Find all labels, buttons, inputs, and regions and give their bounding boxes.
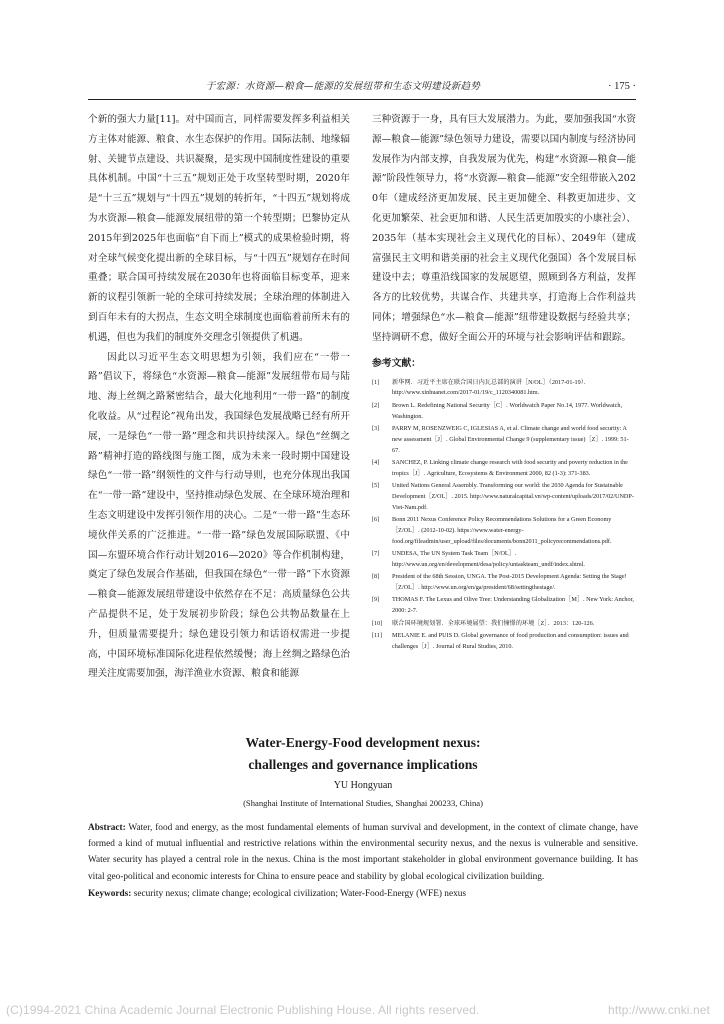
reference-number: [5]: [372, 482, 380, 490]
reference-text: SANCHEZ, P. Linking climate change research with food security and poverty reduction in the tropics［J］. Agriculture, Ecosystems & Environment 2000, 82 (1-3): 371-383.: [392, 458, 628, 477]
reference-item: [372, 631, 636, 653]
reference-number: [10]: [372, 619, 383, 627]
english-abstract: [88, 820, 638, 885]
body-paragraph: 三种资源于一身，具有巨大发展潜力。为此，要加强我国“水资源—粮食—能源”绿色领导力建设，需要以国内制度与经济协同发展作为内部支撑，自我发展为优先，构建“水资源—粮食—能源”阶段性领导力，将“水资源—粮食—能源”安全纽带嵌入2020年（建成经济更加发展、民主更加健全、科教更加进步、文化更加繁荣、社会更加和谐、人民生活更加殷实的小康社会）、2035年（基本实现社会主义现代化的目标）、2049年（建成富强民主文明和谐美丽的社会主义现代化强国）各个发展目标建设中去；尊重沿线国家的发展愿望，照顾到各方利益，发挥各方的比较优势，共谋合作、共建共享，打造海上合作利益共同体；增强绿色“水—粮食—能源”纽带建设数据与经验共享；坚持调研不怠，做好全面公开的环境与社会影响评估和跟踪。: [372, 114, 636, 343]
reference-text: Bonn 2011 Nexus Conference Policy Recommendations Solutions for a Green Economy［Z/OL］. (2012-10-02). https://www.water-energy-food.org/fileadmin/user_upload/files/documents/bonn2011_policyrecommendations.pdf.: [392, 516, 612, 545]
reference-item: [372, 572, 636, 594]
english-keywords: [88, 886, 638, 902]
reference-item: [372, 424, 636, 456]
reference-item: [372, 458, 636, 480]
reference-number: [8]: [372, 573, 380, 581]
page-number: · 175 ·: [608, 81, 636, 92]
reference-text: President of the 68th Session, UNGA. The Post-2015 Development Agenda: Setting the Stage!［Z/OL］. http://www.un.org/en/ga/president/68/settingthestage/.: [392, 573, 627, 592]
english-affiliation: (Shanghai Institute of International Studies, Shanghai 200233, China): [243, 798, 483, 808]
reference-item: [372, 401, 636, 423]
reference-number: [9]: [372, 596, 380, 604]
reference-text: THOMAS F. The Lexus and Olive Tree: Understanding Globalization［M］. New York: Anchor, 2000: 2-7.: [392, 596, 634, 615]
reference-text: United Nations General Assembly. Transforming our world: the 2030 Agenda for Sustainable Development［Z/OL］. 2015. http://www.naturalcapital.vn/wp-content/uploads/2017/02/UNDP-Viet-Nam.pdf.: [392, 482, 634, 511]
english-author: YU Hongyuan: [333, 780, 393, 791]
reference-item: [372, 549, 636, 571]
copyright-text: (C)1994-2021 China Academic Journal Electronic Publishing House. All rights reserved.: [6, 1003, 480, 1017]
reference-text: PARRY M, ROSENZWEIG C, IGLESIAS A, et al. Climate change and world food security: A new assessment［J］. Global Environmental Change 9 (supplementary issue)［Z］. 1999: 51-67.: [392, 424, 629, 454]
reference-item: [372, 378, 636, 400]
english-title-line-2: challenges and governance implications: [248, 757, 478, 772]
abstract-label: Abstract:: [88, 823, 126, 833]
reference-item: [372, 595, 636, 617]
reference-item: [372, 515, 636, 547]
reference-item: [372, 481, 636, 513]
abstract-text: Water, food and energy, as the most fundamental elements of human survival and development, in the context of climate change, have formed a kind of mutual influential and restrictive relations within the environmental security nexus, and the nexus is vulnerable and sensitive. Water security has played a central role in the nexus. China is the most important stakeholder in global environment governance building. It has vital geo-political and economic interests for China to ensure peace and stability by global ecological civilization building.: [88, 823, 638, 882]
reference-number: [11]: [372, 632, 383, 640]
reference-list: [372, 378, 636, 653]
reference-text: MELANIE E. and PUIS D. Global governance of food production and consumption: issues and challenges［J］. Journal of Rural Studies, 2010.: [392, 632, 629, 650]
reference-number: [4]: [372, 458, 380, 466]
reference-number: [3]: [372, 424, 380, 432]
reference-number: [6]: [372, 516, 380, 524]
reference-text: 联合国环境规划署．全球环境展望：我们憧憬的环境［Z］．2013：120-126.: [392, 619, 595, 627]
reference-number: [1]: [372, 378, 380, 386]
reference-text: 新华网．习近平主席在联合国日内瓦总部的演讲［N/OL］（2017-01-19）．http://www.xinhuanet.com/2017-01/19/c_1120340081.htm.: [392, 378, 590, 397]
right-column: [372, 110, 636, 654]
reference-number: [7]: [372, 550, 380, 558]
keywords-label: Keywords:: [88, 888, 132, 899]
reference-text: UNDESA, The UN System Task Team［N/OL］. http://www.un.org/en/development/desa/policy/untaskteam_undf/index.shtml.: [392, 550, 585, 568]
running-header: [88, 79, 636, 100]
body-paragraph: 个新的强大力量[11]。对中国而言，同样需要发挥多利益相关方主体对能源、粮食、水生态保护的作用。国际法制、地缘辐射、关键节点建设、共识凝聚，是实现中国制度性建设的重要具体机制。中国“十三五”规划正处于攻坚转型时期，2020年是“十三五”规划与“十四五”规划的转折年，“十四五”规划将成为水资源—粮食—能源发展纽带的第一个转型期；巴黎协定从2015年到2025年也面临“自下而上”模式的成果检验时期，将对全球气候变化提出新的全球目标，与“十四五”规划存在时间重叠；联合国可持续发展在2030年也将面临目标变革，迎来新的议程引领新一轮的全球可持续发展；全球治理的体制进入到百年未有的大拐点，生态文明全球制度也面临着前所未有的机遇，但也为我们的制度外交理念引领提供了机遇。: [88, 114, 350, 343]
english-title-line-1: Water-Energy-Food development nexus:: [245, 735, 481, 750]
english-abstract-block: [88, 732, 638, 902]
left-column: [88, 110, 350, 684]
reference-item: [372, 619, 636, 630]
reference-text: Brown L. Redefining National Security［C］. Worldwatch Paper No.14, 1977. Worldwatch, Washington.: [392, 401, 623, 420]
keywords-text: security nexus; climate change; ecological civilization; Water-Food-Energy (WFE) nexus: [131, 888, 466, 899]
reference-number: [2]: [372, 401, 380, 409]
running-title: 于宏源：水资源—粮食—能源的发展纽带和生态文明建设新趋势: [205, 81, 481, 92]
copyright-footer: [6, 1003, 718, 1017]
body-paragraph: 因此以习近平生态文明思想为引领，我们应在“一带一路”倡议下，将绿色“水资源—粮食—能源”发展纽带布局与陆地、海上丝绸之路紧密结合，最大化地利用“一带一路”的制度化收益。从“过程论”视角出发，我国绿色发展战略已经有所开展，一是绿色“一带一路”理念和共识持续深入。绿色“丝绸之路”精神打造的路线图与施工图，成为未来一段时期中国建设绿色“一带一路”纲领性的文件与行动导则，也充分体现出我国在“一带一路”建设中，坚持推动绿色发展、在全球环境治理和生态文明建设中发挥引领作用的决心。二是“一带一路”生态环境伙伴关系的广泛推进。“一带一路”绿色发展国际联盟、《中国—东盟环境合作行动计划2016—2020》等合作机制构建，奠定了绿色发展合作基础，但我国在绿色“一带一路”下水资源—粮食—能源发展纽带建设中依然存在不足：高质量绿色公共产品提供不足，处于发展初步阶段；绿色公共物品数量在上升，但质量需要提升；绿色建设引领力和话语权需进一步提高，中国环境标准国际化进程依然缓慢；海上丝绸之路绿色治理关注度需要加强，海洋渔业水资源、粮食和能源: [88, 351, 350, 680]
references-heading: 参考文献：: [372, 357, 421, 369]
footer-url[interactable]: http://www.cnki.net: [608, 1003, 710, 1017]
